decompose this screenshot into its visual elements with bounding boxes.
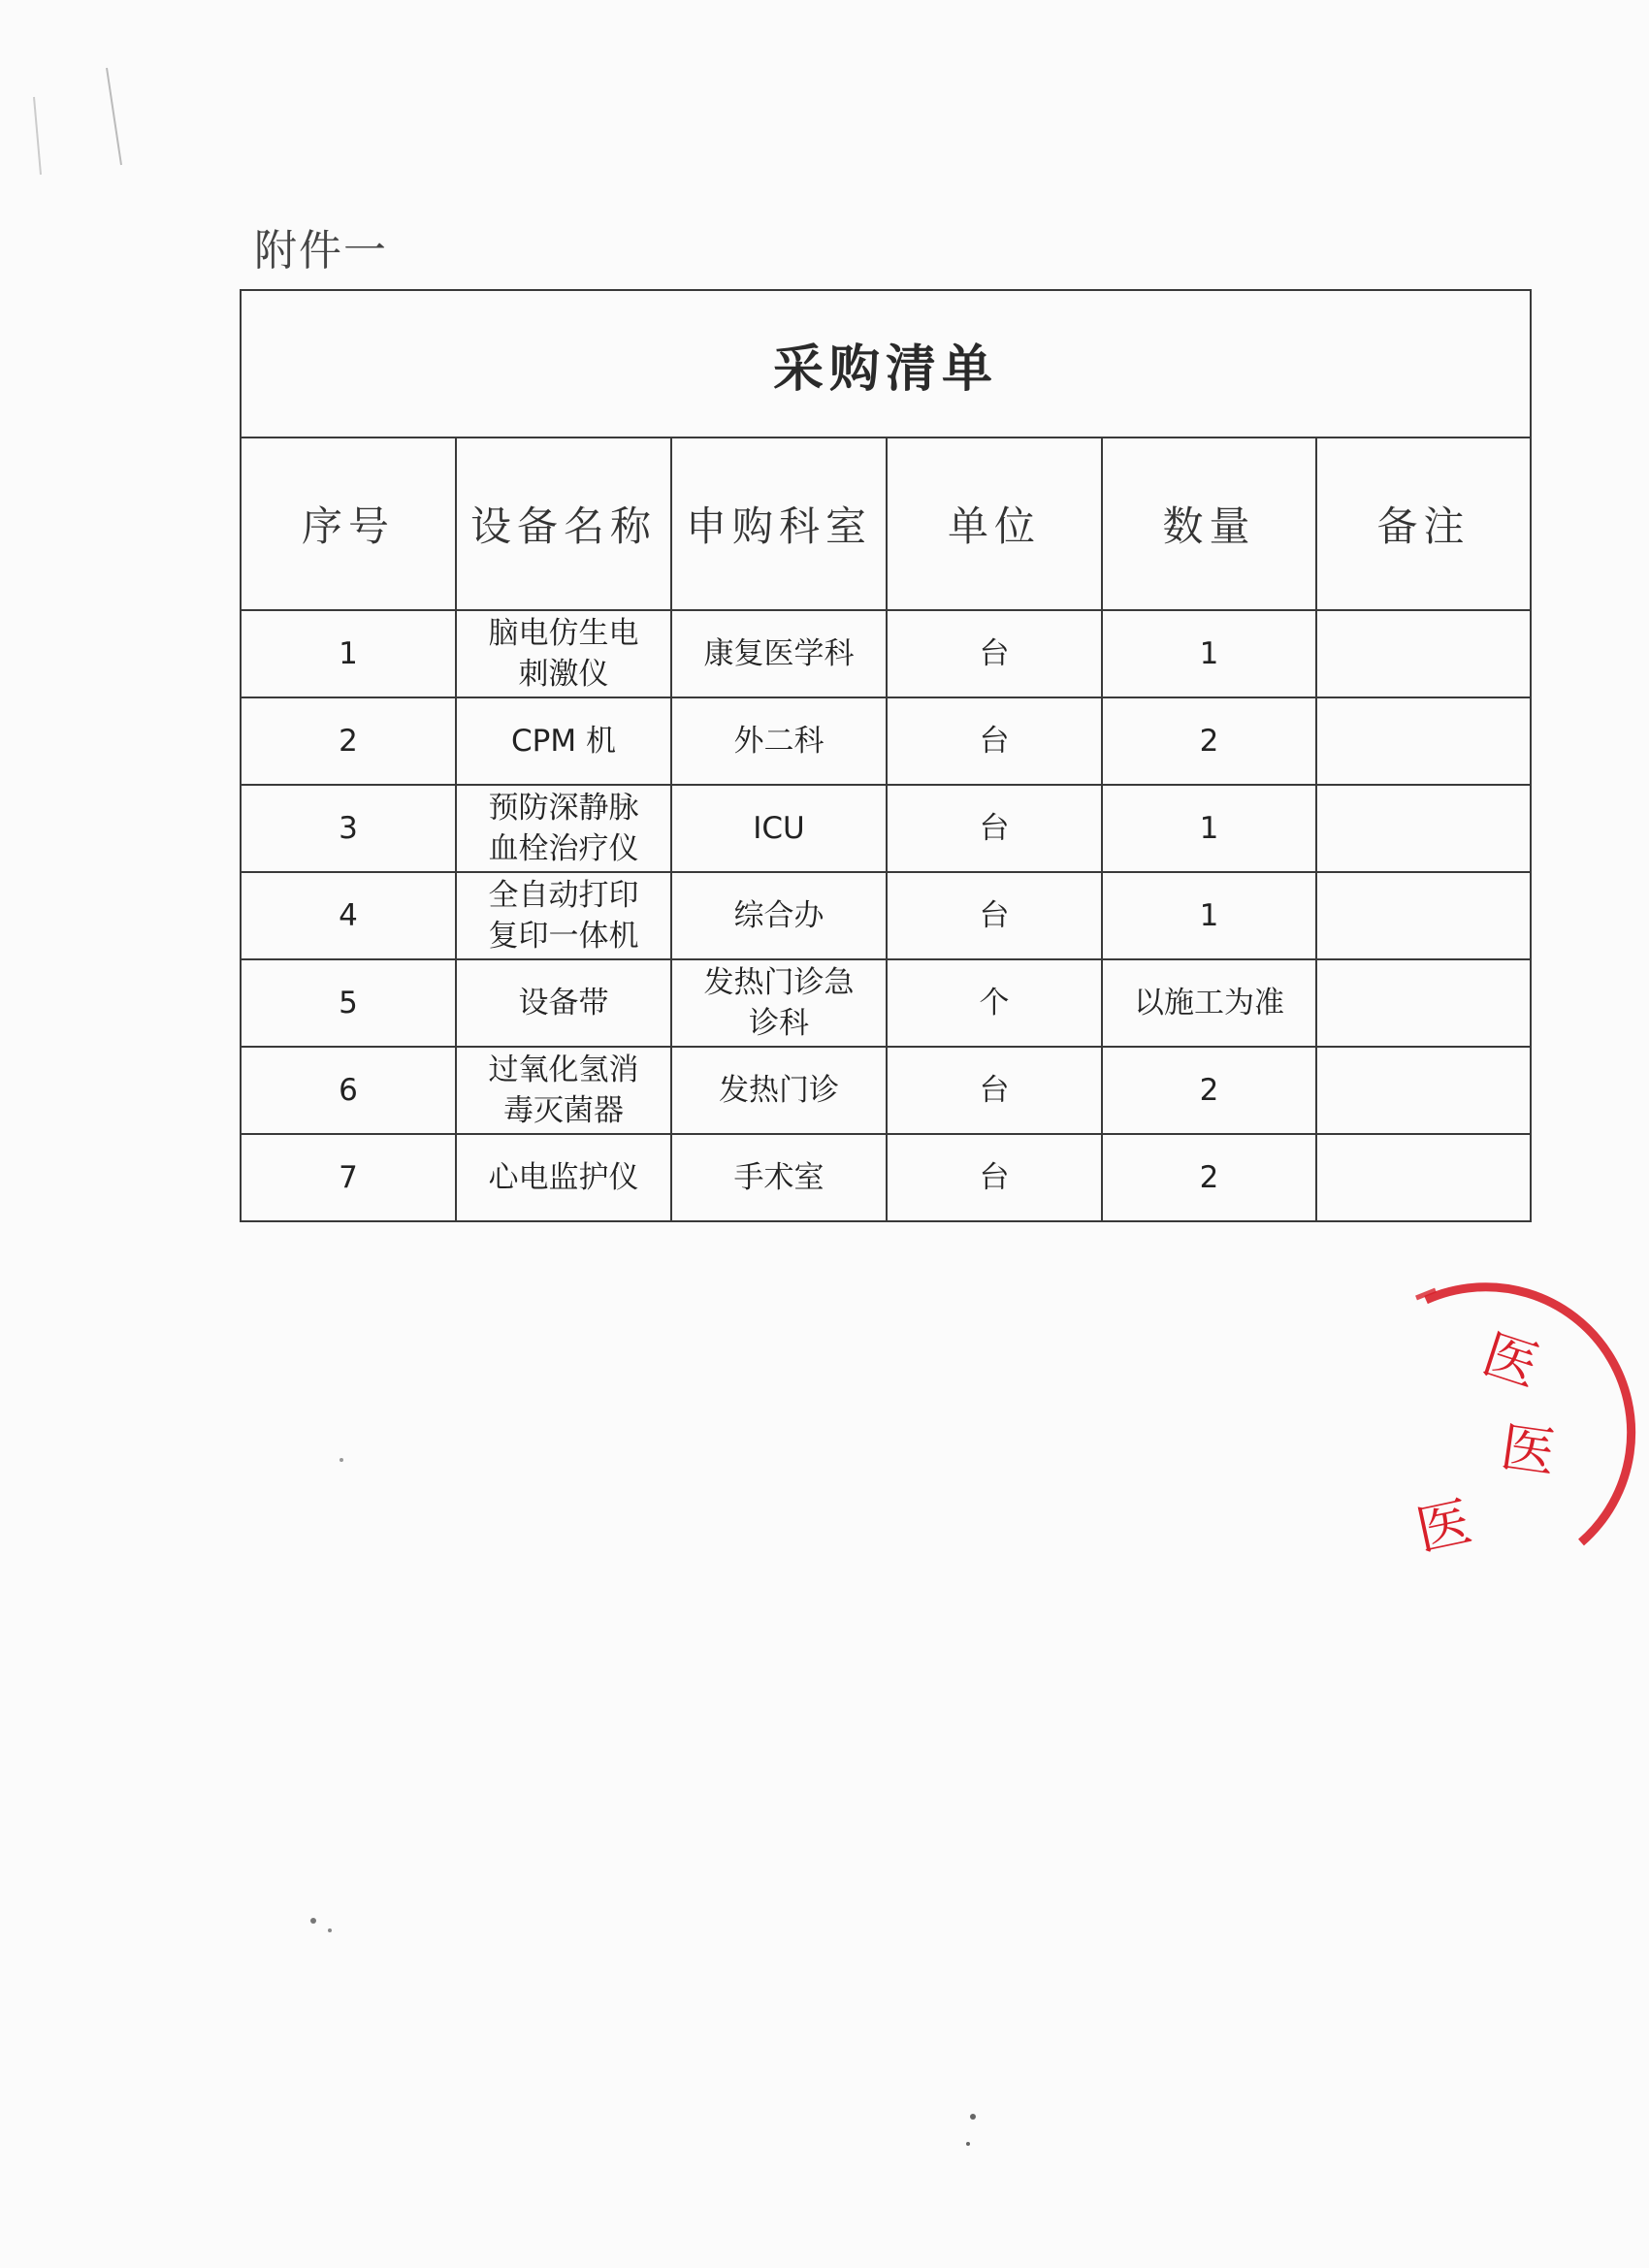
table-header-row (241, 437, 1531, 610)
row-number-cell: 4 (241, 872, 456, 959)
attachment-label: 附件一 (254, 226, 388, 275)
header-equipment-name: 设备名称 (456, 437, 671, 610)
header-no: 序号 (241, 437, 456, 610)
remarks-cell (1316, 785, 1531, 872)
quantity-cell: 以施工为准 (1102, 959, 1316, 1047)
table-row (241, 1134, 1531, 1221)
table-row (241, 872, 1531, 959)
department-cell: 发热门诊急诊科 (671, 959, 887, 1047)
department-cell: 发热门诊 (671, 1047, 887, 1134)
equipment-name-cell: 设备带 (456, 959, 671, 1047)
equipment-name-cell: CPM 机 (456, 697, 671, 785)
remarks-cell (1316, 610, 1531, 697)
purchase-list-table (240, 289, 1532, 1222)
unit-cell: 台 (887, 1134, 1102, 1221)
department-cell: ICU (671, 785, 887, 872)
header-quantity: 数量 (1102, 437, 1316, 610)
department-cell: 外二科 (671, 697, 887, 785)
header-unit: 单位 (887, 437, 1102, 610)
table-row (241, 610, 1531, 697)
red-seal-stamp (1387, 1261, 1639, 1591)
unit-cell: 台 (887, 610, 1102, 697)
table-row (241, 1047, 1531, 1134)
header-remarks: 备注 (1316, 437, 1531, 610)
remarks-cell (1316, 959, 1531, 1047)
table-title-row (241, 290, 1531, 437)
remarks-cell (1316, 697, 1531, 785)
row-number-cell: 1 (241, 610, 456, 697)
quantity-cell: 2 (1102, 697, 1316, 785)
equipment-name-cell: 预防深静脉血栓治疗仪 (456, 785, 671, 872)
svg-text:医: 医 (1410, 1490, 1477, 1564)
remarks-cell (1316, 872, 1531, 959)
unit-cell: 台 (887, 785, 1102, 872)
table-title: 采购清单 (241, 290, 1531, 437)
quantity-cell: 2 (1102, 1134, 1316, 1221)
header-department: 申购科室 (671, 437, 887, 610)
department-cell: 康复医学科 (671, 610, 887, 697)
row-number-cell: 5 (241, 959, 456, 1047)
quantity-cell: 2 (1102, 1047, 1316, 1134)
quantity-cell: 1 (1102, 872, 1316, 959)
row-number-cell: 7 (241, 1134, 456, 1221)
table-row (241, 785, 1531, 872)
equipment-name-cell: 心电监护仪 (456, 1134, 671, 1221)
equipment-name-cell: 过氧化氢消毒灭菌器 (456, 1047, 671, 1134)
svg-text:医: 医 (1497, 1415, 1560, 1486)
unit-cell: 台 (887, 697, 1102, 785)
unit-cell: 台 (887, 872, 1102, 959)
svg-text:医: 医 (1474, 1322, 1547, 1400)
table-row (241, 697, 1531, 785)
unit-cell: 台 (887, 1047, 1102, 1134)
unit-cell: 个 (887, 959, 1102, 1047)
quantity-cell: 1 (1102, 610, 1316, 697)
department-cell: 综合办 (671, 872, 887, 959)
equipment-name-cell: 全自动打印复印一体机 (456, 872, 671, 959)
row-number-cell: 2 (241, 697, 456, 785)
department-cell: 手术室 (671, 1134, 887, 1221)
quantity-cell: 1 (1102, 785, 1316, 872)
equipment-name-cell: 脑电仿生电刺激仪 (456, 610, 671, 697)
remarks-cell (1316, 1047, 1531, 1134)
remarks-cell (1316, 1134, 1531, 1221)
row-number-cell: 6 (241, 1047, 456, 1134)
table-row (241, 959, 1531, 1047)
table-body (241, 610, 1531, 1221)
row-number-cell: 3 (241, 785, 456, 872)
